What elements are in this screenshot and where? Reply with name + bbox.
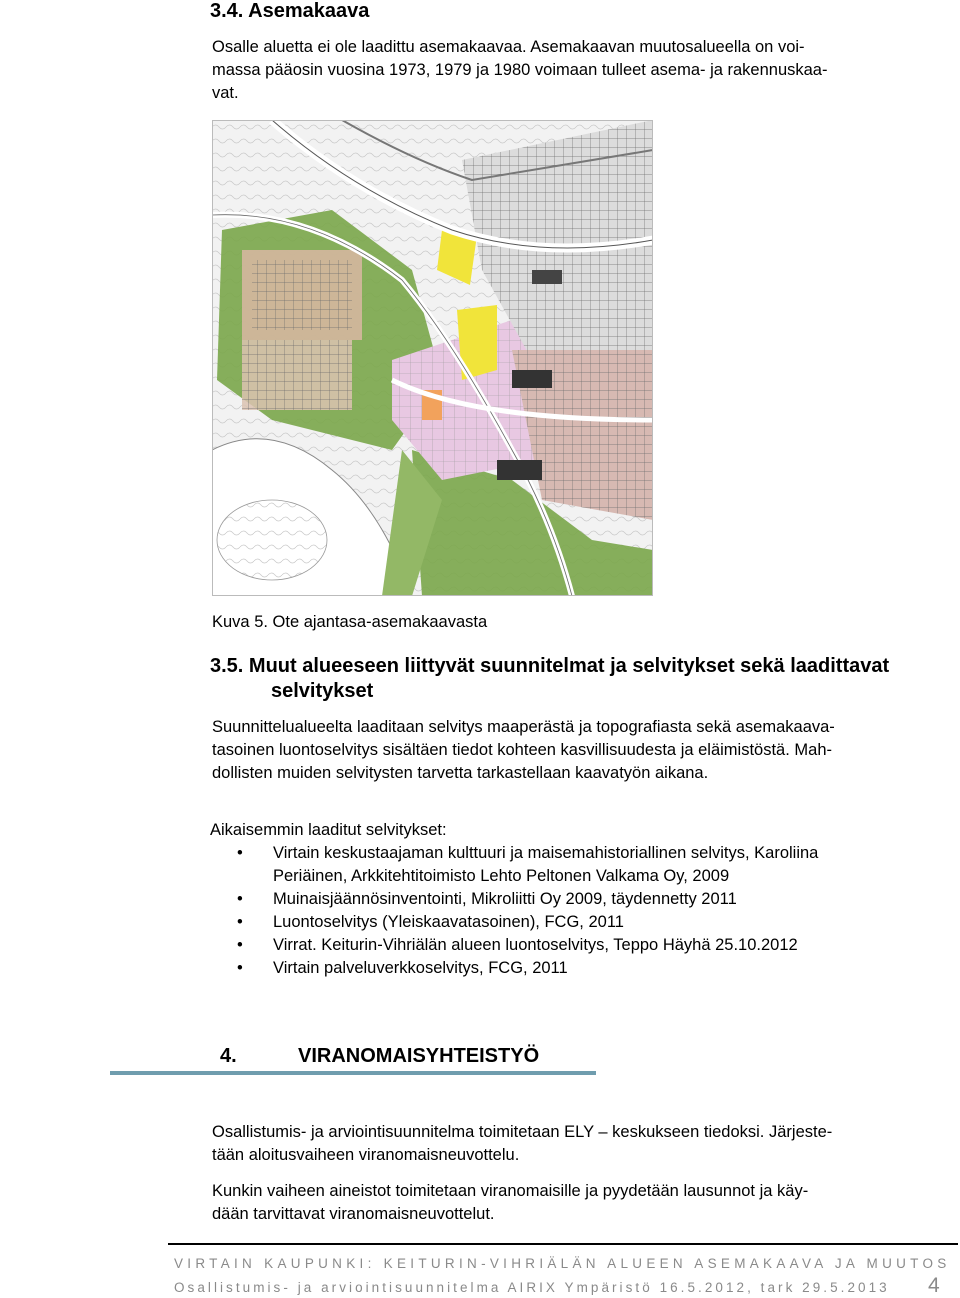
bullet-icon: • xyxy=(237,936,243,954)
list-item-text: Luontoselvitys (Yleiskaavatasoinen), FCG, 2011 xyxy=(273,913,624,931)
bullet-icon: • xyxy=(237,913,243,931)
paragraph-line: vat. xyxy=(212,84,239,102)
section-3-5-heading: 3.5. Muut alueeseen liittyvät suunnitelmat ja selvitykset sekä laadittavat xyxy=(210,655,890,677)
paragraph-line: Osalle aluetta ei ole laadittu asemakaavaa. Asemakaavan muutosalueella on voi- xyxy=(212,38,805,56)
section-4-paragraph-2 xyxy=(212,1180,952,1226)
bullet-icon: • xyxy=(237,844,243,862)
list-item-text: Virtain palveluverkkoselvitys, FCG, 2011 xyxy=(273,959,568,977)
list-item xyxy=(212,842,932,888)
page-number: 4 xyxy=(928,1274,940,1297)
section-4-number: 4. xyxy=(220,1045,237,1067)
footer-rule xyxy=(168,1243,958,1245)
bullet-icon: • xyxy=(237,959,243,977)
section-4-paragraph-1 xyxy=(212,1121,952,1167)
section-4-underline xyxy=(110,1071,596,1075)
list-intro: Aikaisemmin laaditut selvitykset: xyxy=(210,821,447,839)
paragraph-line: Osallistumis- ja arviointisuunnitelma toimitetaan ELY – keskukseen tiedoksi. Järjeste- xyxy=(212,1123,833,1141)
paragraph-line: tasoinen luontoselvitys sisältäen tiedot kohteen kasvillisuudesta ja eläimistöstä. Mah- xyxy=(212,741,832,759)
footer-title: VIRTAIN KAUPUNKI: KEITURIN-VIHRIÄLÄN ALUEEN ASEMAKAAVA JA MUUTOS xyxy=(174,1256,951,1271)
list-item xyxy=(212,957,932,980)
list-item xyxy=(212,911,932,934)
list-item-text-continued: Periäinen, Arkkitehtitoimisto Lehto Peltonen Valkama Oy, 2009 xyxy=(273,867,730,885)
list-item xyxy=(212,888,932,911)
list-item-text: Muinaisjäännösinventointi, Mikroliitti Oy 2009, täydennetty 2011 xyxy=(273,890,737,908)
figure-caption: Kuva 5. Ote ajantasa-asemakaavasta xyxy=(212,613,488,631)
list-item-text: Virrat. Keiturin-Vihriälän alueen luontoselvitys, Teppo Häyhä 25.10.2012 xyxy=(273,936,798,954)
studies-list xyxy=(212,842,932,980)
footer-subtitle: Osallistumis- ja arviointisuunnitelma AIRIX Ympäristö 16.5.2012, tark 29.5.2013 xyxy=(174,1280,890,1295)
paragraph-line: dollisten muiden selvitysten tarvetta tarkastellaan kaavatyön aikana. xyxy=(212,764,709,782)
paragraph-line: massa pääosin vuosina 1973, 1979 ja 1980 voimaan tulleet asema- ja rakennuskaa- xyxy=(212,61,828,79)
paragraph-line: tään aloitusvaiheen viranomaisneuvottelu. xyxy=(212,1146,520,1164)
list-item xyxy=(212,934,932,957)
section-3-5-paragraph xyxy=(212,716,947,785)
bullet-icon: • xyxy=(237,890,243,908)
list-item-text: Virtain keskustaajaman kulttuuri ja maisemahistoriallinen selvitys, Karoliina xyxy=(273,844,819,862)
paragraph-line: dään tarvittavat viranomaisneuvottelut. xyxy=(212,1205,495,1223)
section-3-5-heading-continued: selvitykset xyxy=(271,680,374,702)
zoning-map-image xyxy=(212,120,653,596)
section-3-4-heading: 3.4. Asemakaava xyxy=(210,0,370,22)
paragraph-line: Suunnittelualueelta laaditaan selvitys maaperästä ja topografiasta sekä asemakaava- xyxy=(212,718,835,736)
paragraph-line: Kunkin vaiheen aineistot toimitetaan viranomaisille ja pyydetään lausunnot ja käy- xyxy=(212,1182,809,1200)
section-3-4-paragraph xyxy=(212,36,942,105)
section-4-title: VIRANOMAISYHTEISTYÖ xyxy=(298,1045,540,1067)
